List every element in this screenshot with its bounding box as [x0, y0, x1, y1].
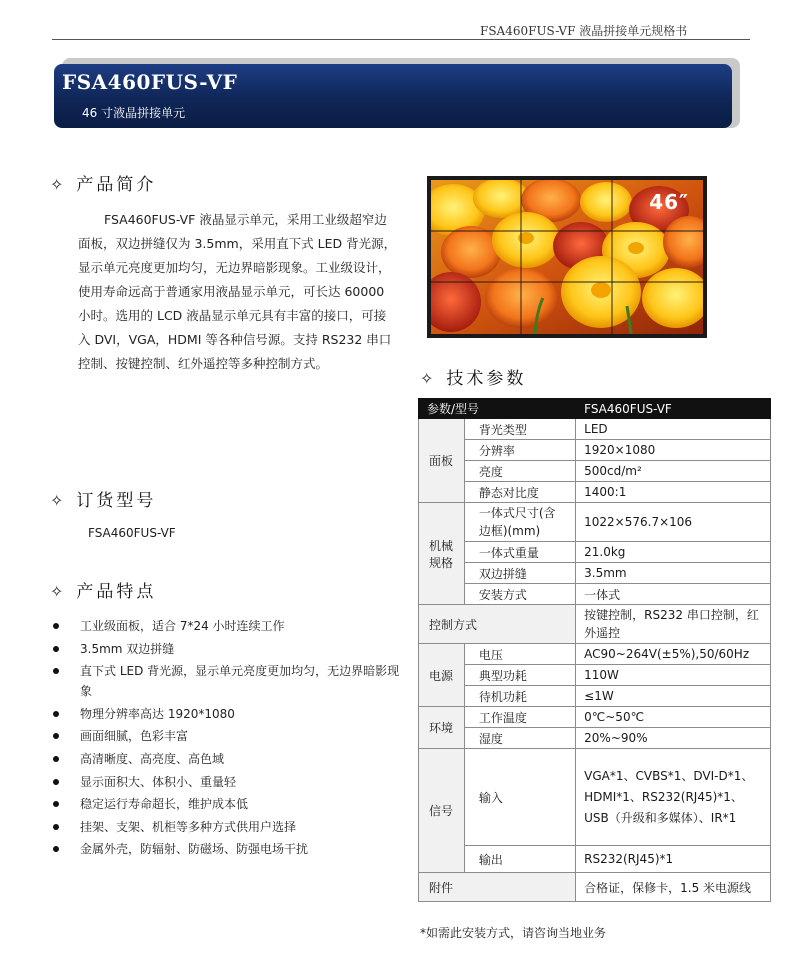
group-cell-power: 电源 [419, 644, 465, 707]
param-name: 电压 [464, 644, 575, 665]
screen-size-label: 46″ [649, 190, 689, 214]
star-icon: ✧ [420, 369, 437, 388]
param-name: 分辨率 [464, 440, 575, 461]
table-row [419, 584, 771, 605]
group-cell-panel: 面板 [419, 419, 465, 503]
table-row [419, 665, 771, 686]
param-name: 待机功耗 [464, 686, 575, 707]
section-title: 技术参数 [446, 369, 527, 389]
param-value: RS232(RJ45)*1 [576, 846, 771, 873]
section-title: 产品特点 [76, 582, 157, 602]
section-heading-intro [50, 170, 156, 195]
header-divider [52, 39, 750, 40]
param-value: 1920×1080 [576, 440, 771, 461]
param-value: 0℃~50℃ [576, 707, 771, 728]
table-footnote: *如需此安装方式，请咨询当地业务 [420, 926, 607, 940]
table-row [419, 605, 771, 644]
param-value: 500cd/m² [576, 461, 771, 482]
feature-item: 金属外壳，防辐射、防磁场、防强电场干扰 [50, 839, 405, 859]
table-row [419, 461, 771, 482]
star-icon: ✧ [50, 491, 67, 510]
section-heading-order [50, 486, 156, 511]
param-value: 按键控制，RS232 串口控制，红外遥控 [576, 605, 771, 644]
param-value: 合格证，保修卡，1.5 米电源线 [576, 873, 771, 902]
param-name-accessory: 附件 [419, 873, 576, 902]
group-cell-env: 环境 [419, 707, 465, 749]
title-banner [54, 64, 732, 128]
feature-item: 物理分辨率高达 1920*1080 [50, 704, 405, 724]
table-header-cell: FSA460FUS-VF [576, 399, 771, 419]
param-value: 1400:1 [576, 482, 771, 503]
table-header-row [419, 399, 771, 419]
document-header-title: FSA460FUS-VF 液晶拼接单元规格书 [480, 24, 688, 38]
group-cell-signal: 信号 [419, 749, 465, 873]
section-heading-features [50, 577, 156, 602]
feature-item: 挂架、支架、机柜等多种方式供用户选择 [50, 817, 405, 837]
star-icon: ✧ [50, 175, 67, 194]
param-name-control: 控制方式 [419, 605, 576, 644]
param-name: 双边拼缝 [464, 563, 575, 584]
param-value: LED [576, 419, 771, 440]
intro-paragraph [78, 208, 398, 376]
table-row [419, 419, 771, 440]
param-name: 典型功耗 [464, 665, 575, 686]
section-title: 订货型号 [76, 491, 157, 511]
section-title: 产品简介 [76, 175, 157, 195]
order-model-number: FSA460FUS-VF [88, 526, 176, 540]
feature-item: 高清晰度、高亮度、高色域 [50, 749, 405, 769]
param-value: 20%~90% [576, 728, 771, 749]
feature-item: 显示面积大、体积小、重量轻 [50, 772, 405, 792]
feature-item: 稳定运行寿命超长，维护成本低 [50, 794, 405, 814]
feature-item: 3.5mm 双边拼缝 [50, 639, 405, 659]
feature-list [50, 616, 405, 862]
param-value: 110W [576, 665, 771, 686]
group-cell-mech: 机械规格 [419, 503, 465, 605]
param-name: 静态对比度 [464, 482, 575, 503]
section-heading-specs [420, 364, 526, 389]
banner-model: FSA460FUS-VF [62, 70, 238, 94]
param-value: ≤1W [576, 686, 771, 707]
table-row [419, 728, 771, 749]
feature-item: 工业级面板，适合 7*24 小时连续工作 [50, 616, 405, 636]
table-row [419, 563, 771, 584]
feature-item: 直下式 LED 背光源，显示单元亮度更加均匀，无边界暗影现象 [50, 661, 405, 701]
param-value: 21.0kg [576, 542, 771, 563]
param-name: 安装方式 [464, 584, 575, 605]
star-icon: ✧ [50, 582, 67, 601]
table-row [419, 440, 771, 461]
param-name: 背光类型 [464, 419, 575, 440]
table-row [419, 707, 771, 728]
banner-subtitle: 46 寸液晶拼接单元 [82, 106, 186, 120]
param-value: AC90~264V(±5%),50/60Hz [576, 644, 771, 665]
param-name: 亮度 [464, 461, 575, 482]
param-value: 3.5mm [576, 563, 771, 584]
spec-table [418, 398, 771, 902]
table-row [419, 503, 771, 542]
param-name: 湿度 [464, 728, 575, 749]
param-value: 1022×576.7×106 [576, 503, 771, 542]
table-row [419, 873, 771, 902]
table-row [419, 482, 771, 503]
param-name: 一体式重量 [464, 542, 575, 563]
param-value: 一体式 [576, 584, 771, 605]
table-row [419, 846, 771, 873]
table-header-cell: 参数/型号 [419, 399, 576, 419]
product-photo [427, 176, 707, 338]
param-name: 一体式尺寸(含边框)(mm) [464, 503, 575, 542]
table-row [419, 644, 771, 665]
intro-text: FSA460FUS-VF 液晶显示单元，采用工业级超窄边面板，双边拼缝仅为 3.5mm，采用直下式 LED 背光源，显示单元亮度更加均匀，无边界暗影现象。工业级设计，使用寿命远高于普通家用液晶显示单元，可长达 60000 小时。选用的 LCD 液晶显示单元具有丰富的接口，可接入 DVI，VGA，HDMI 等各种信号源。支持 RS232 串口控制、按键控制、红外遥控等多种控制方式。 [78, 212, 397, 371]
table-row [419, 749, 771, 846]
param-name: 工作温度 [464, 707, 575, 728]
param-name: 输出 [464, 846, 575, 873]
table-row [419, 686, 771, 707]
param-value: VGA*1、CVBS*1、DVI-D*1、HDMI*1、RS232(RJ45)*1、USB（升级和多媒体）、IR*1 [576, 749, 771, 846]
feature-item: 画面细腻，色彩丰富 [50, 726, 405, 746]
param-name: 输入 [464, 749, 575, 846]
table-row [419, 542, 771, 563]
